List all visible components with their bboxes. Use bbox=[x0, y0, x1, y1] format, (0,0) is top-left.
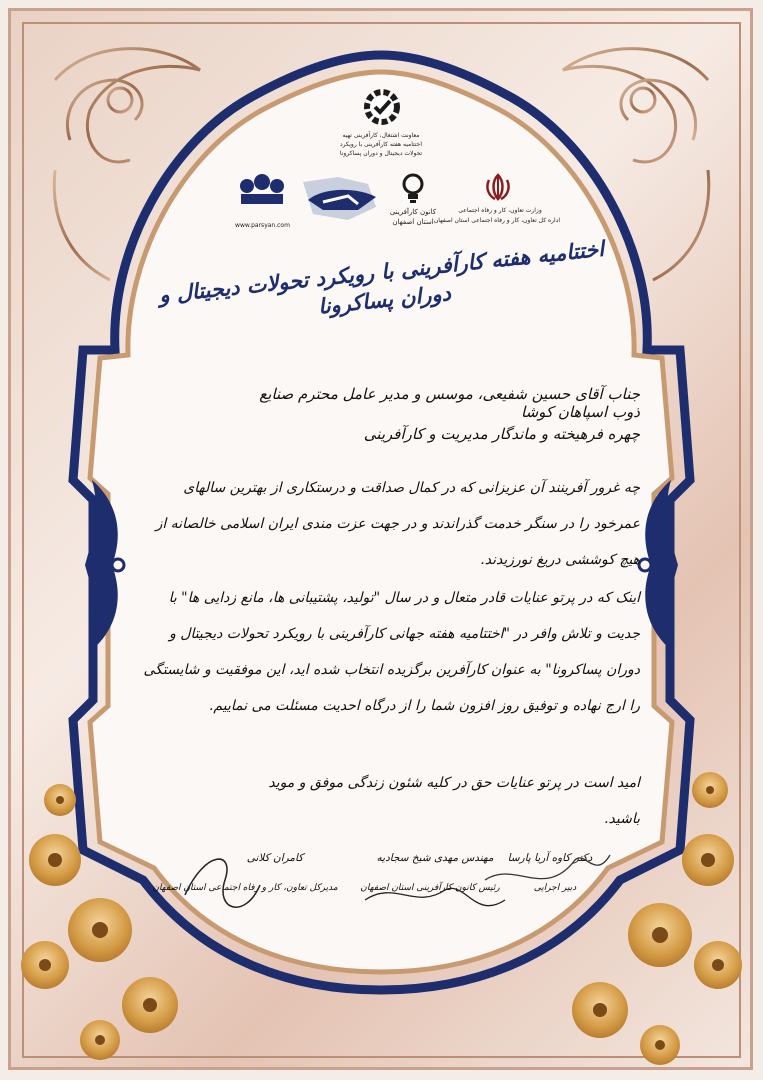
recipient-title: چهره فرهیخته و ماندگار مدیریت و کارآفرینی bbox=[363, 425, 640, 443]
paragraph-3: امید است در پرتو عنایات حق در کلیه شئون زندگی موفق و موید باشید. bbox=[268, 775, 640, 827]
signer-2-name: مهندس مهدی شیخ سجادیه bbox=[376, 852, 494, 864]
kanoon-caption-1: کانون کارآفرینی bbox=[389, 208, 437, 216]
pars-website: www.parsyan.com bbox=[235, 222, 290, 229]
pars-logo bbox=[235, 172, 290, 212]
signer-2-role: رئیس کانون کارآفرینی استان اصفهان bbox=[360, 883, 500, 893]
signer-3-role: دبیر اجرایی bbox=[533, 883, 577, 893]
signature-scribbles bbox=[165, 840, 615, 930]
handshake-map-logo bbox=[298, 172, 383, 227]
paragraph-1: چه غرور آفرینند آن عزیزانی که در کمال صداقت و درستکاری از بهترین سالهای عمرخود را در سنگر خدمت گذراندند و در جهت عزت مندی ایران اسلامی خالصانه از هیچ کوششی دریغ نورزیدند. bbox=[155, 480, 640, 568]
gear-check-icon bbox=[361, 86, 403, 128]
ministry-caption-1: وزارت تعاون، کار و رفاه اجتماعی bbox=[458, 207, 542, 214]
top-logo-caption-3: تحولات دیجیتال و دوران پساکرونا bbox=[339, 150, 423, 157]
ministry-caption-2: اداره کل تعاون، کار و رفاه اجتماعی استان اصفهان bbox=[433, 217, 560, 224]
recipient-line: جناب آقای حسین شفیعی، موسس و مدیر عامل محترم صنایع ذوب اسپاهان کوشا bbox=[259, 385, 640, 421]
paragraph-2: اینک که در پرتو عنایات قادر متعال و در سال "تولید، پشتیبانی ها، مانع زدایی ها" با جدیت و تلاش وافر در "اختتامیه هفته جهانی کارآفرینی با رویکرد تحولات دیجیتال و دوران پساکرونا" به عنوان کارآفرین برگزیده انتخاب شده اید، این موفقیت و شایستگی را ارج نهاده و توفیق روز افزون شما را از درگاه احدیت مسئلت می نماییم. bbox=[143, 590, 640, 714]
lightbulb-icon bbox=[400, 172, 426, 204]
signer-1-name: کامران کلانی bbox=[246, 852, 304, 864]
kanoon-caption-2: استان اصفهان bbox=[392, 218, 434, 226]
certificate-title: اختتامیه هفته کارآفرینی با رویکرد تحولات دیجیتال و دوران پساکرونا bbox=[157, 235, 606, 319]
top-logo-caption-1: معاونت اشتغال، کارآفرینی تهیه bbox=[342, 132, 420, 139]
signer-1-role: مدیرکل تعاون، کار و رفاه اجتماعی استان اصفهان bbox=[152, 883, 338, 893]
iran-emblem-icon bbox=[483, 172, 513, 202]
signer-3-name: دکتر کاوه آریا پارسا bbox=[507, 852, 593, 864]
top-logo-caption-2: اختتامیه هفته کارآفرینی با رویکرد bbox=[339, 141, 423, 148]
